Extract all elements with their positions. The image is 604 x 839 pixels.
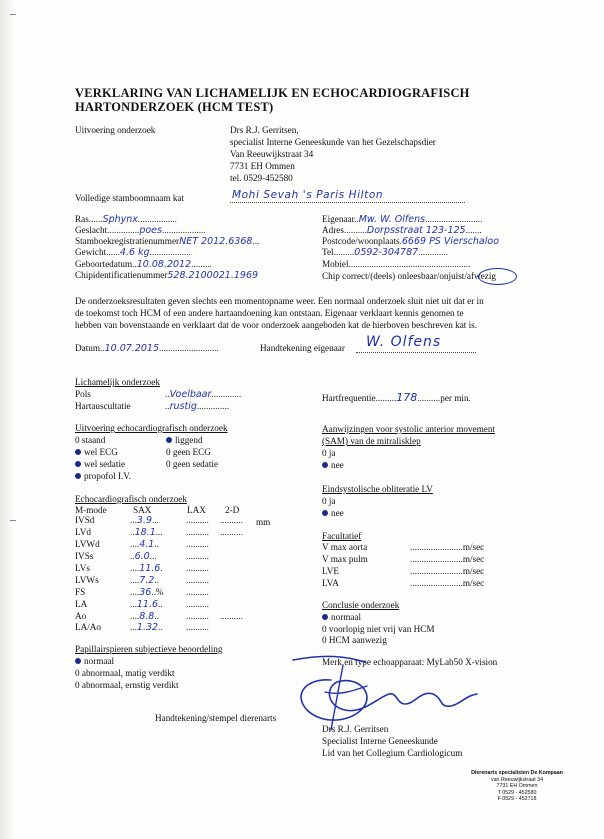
papillary-option: 0 abnormaal, ernstig verdikt (75, 680, 179, 690)
echo-value-cell: ...11.6.. (130, 599, 163, 610)
echo-value-cell: ...3.9... (130, 515, 159, 526)
breed-label: Ras (75, 214, 89, 224)
echo-value: 11.6 (139, 563, 161, 574)
vet-address-line: specialist Interne Geneeskunde van het Gezelschapsdier (230, 137, 436, 147)
stamp-line: van Reeuwijkstraat 34 (490, 776, 544, 783)
echo-label: IVSd (75, 515, 95, 525)
echo-value: 18.1 (134, 527, 156, 538)
date-value: 10.07.2015 (104, 343, 160, 354)
scan-mark (10, 520, 16, 521)
dob-row: Geboortedatum..10.08.2012......... (75, 259, 212, 270)
echo-label: LA (75, 599, 88, 609)
owner-signature: W. Olfens (366, 334, 442, 350)
disclaimer-line: De onderzoeksresultaten geven slechts een momentopname weer. Een normaal onderzoek sluit niet uit dat er in (75, 296, 484, 306)
sam-option-selected: nee (322, 460, 344, 471)
regno-label: Stamboekregistratienummer (75, 236, 180, 246)
chip-value: 528.2100021.1969 (167, 270, 259, 281)
facultative-unit: m/sec (462, 566, 485, 576)
lv-obliteration-option-selected: nee (322, 508, 344, 519)
weight-value: 4.6 kg (119, 247, 150, 258)
chip-check-circle (478, 268, 517, 285)
facultative-label: LVA (322, 578, 339, 588)
echo-label: FS (75, 587, 86, 597)
echo-col-2d: 2-D (225, 505, 240, 515)
tel-row: Tel.........0592-304787............. (322, 247, 449, 258)
title-line-2: HARTONDERZOEK (HCM TEST) (75, 100, 274, 114)
address-row: Adres..........Dorpsstraat 123-125....... (322, 225, 482, 236)
facultative-value: .......................m/sec (410, 566, 485, 576)
hr-unit: per min. (440, 393, 471, 403)
lv-obliteration-option: 0 ja (322, 496, 336, 506)
lax-cell: .......... (186, 563, 209, 573)
tel-label: Tel. (322, 247, 336, 257)
lax-cell: .......... (186, 527, 209, 537)
conclusion-option: 0 HCM aanwezig (322, 635, 387, 645)
vet-info-line: Specialist Interne Geneeskunde (322, 736, 438, 746)
mobile-label: Mobiel (322, 259, 349, 269)
lv-obliteration-heading: Eindsystolische obliteratie LV (322, 484, 433, 494)
echo-machine: Merk en type echoapparaat: MyLab50 X-vision (322, 657, 498, 667)
facultative-heading: Facultatief (322, 531, 362, 541)
clinic-stamp (462, 770, 572, 803)
sam-option: 0 ja (322, 448, 336, 458)
postcode-label: Postcode/woonplaats (322, 236, 400, 246)
echo-label: LVs (75, 563, 90, 573)
echo-exec-option: 0 staand (75, 435, 106, 445)
title-line-1: VERKLARING VAN LICHAMELIJK EN ECHOCARDIOGRAFISCH (75, 86, 470, 100)
facultative-label: LVE (322, 566, 340, 576)
address-label: Adres (322, 225, 344, 235)
pedigree-name: Mohi Sevah 's Paris Hilton (232, 189, 384, 201)
echo-heading: Echocardiografisch onderzoek (75, 494, 187, 504)
vet-signature-label: Handtekening/stempel dierenarts (155, 713, 277, 723)
echo-label: Ao (75, 611, 87, 621)
lax-cell: .......... (186, 587, 209, 597)
tel-value: 0592-304787 (354, 247, 419, 258)
chip-label: Chipidentificatienummer (75, 270, 168, 280)
regno-row: StamboekregistratienummerNET 2012.6368... (75, 236, 260, 247)
echo-value-cell: ....7.2.. (130, 575, 159, 586)
mobile-row: Mobiel..................................................... (322, 259, 471, 269)
2d-cell: .......... (220, 527, 243, 537)
vet-address-line: 7731 EH Ommen (230, 161, 295, 171)
echo-col-lax: LAX (187, 505, 206, 515)
vet-address-line: Van Reeuwijkstraat 34 (230, 149, 314, 159)
echo-value: 7.2 (139, 575, 155, 586)
echo-col-mode: M-mode (75, 505, 107, 515)
dob-label: Geboortedatum (75, 259, 133, 269)
facultative-unit: m/sec (462, 578, 485, 588)
echo-exec-option-selected: wel ECG (75, 447, 118, 458)
echo-label: LVWs (75, 575, 99, 585)
lax-cell: .......... (186, 551, 209, 561)
physical-heading: Lichamelijk onderzoek (75, 377, 160, 387)
echo-exec-option: 0 geen ECG (166, 447, 211, 457)
disclaimer-line: de toekomst toch HCM of een andere hartaandoening kan ontstaan. Eigenaar verklaart kennis genomen te (75, 308, 464, 318)
hr-value: 178 (396, 391, 418, 404)
weight-row: Gewicht......4.6 kg.................. (75, 247, 191, 258)
owner-label: Eigenaar (322, 214, 355, 224)
scan-edge (0, 0, 14, 839)
echo-label: LVWd (75, 539, 100, 549)
pedigree-rule (230, 202, 465, 203)
echo-col-sax: SAX (133, 505, 152, 515)
vet-address-line: tel. 0529-452580 (230, 173, 293, 183)
echo-value: 8.8 (139, 611, 155, 622)
echo-exec-option-selected: propofol I.V. (75, 471, 131, 482)
address-value: Dorpsstraat 123-125 (366, 225, 466, 236)
vet-info-line: Drs R.J. Gerritsen (322, 724, 389, 734)
facultative-value: .......................m/sec (410, 578, 485, 588)
conclusion-option-selected: normaal (322, 612, 361, 623)
echo-exec-option-selected: liggend (166, 435, 203, 446)
echo-value: 36 (139, 587, 152, 598)
hr-label: Hartfrequentie (322, 393, 376, 403)
echo-value-cell: ...1.32.. (130, 622, 163, 633)
facultative-unit: m/sec (462, 542, 485, 552)
hr-row: Hartfrequentie.........178..........per min. (322, 391, 471, 404)
pedigree-label: Volledige stamboomnaam kat (75, 193, 185, 203)
owner-signature-label: Handtekening eigenaar (260, 343, 345, 353)
lax-cell: .......... (186, 599, 209, 609)
ausc-label: Hartauscultatie (75, 401, 131, 411)
echo-value-cell: ....8.8.. (130, 611, 159, 622)
pulse-value: Voelbaar (169, 389, 212, 400)
echo-label: LVd (75, 527, 91, 537)
date-label: Datum (75, 343, 101, 353)
2d-cell: .......... (220, 515, 243, 525)
echo-label: IVSs (75, 551, 94, 561)
lax-cell: .......... (186, 622, 209, 632)
owner-row: Eigenaar..Mw. W. Olfens......................... (322, 214, 483, 225)
lax-cell: .......... (186, 575, 209, 585)
echo-exec-heading: Uitvoering echocardiografisch onderzoek (75, 423, 228, 433)
mm-unit: mm (256, 517, 271, 527)
ausc-row: ..rustig.............. (165, 401, 230, 412)
stamp-line: F 0529 - 452718 (497, 796, 537, 803)
weight-label: Gewicht (75, 247, 107, 257)
echo-value-cell: ....4.1.. (130, 539, 159, 550)
ausc-value: rustig (169, 401, 197, 412)
pulse-label: Pols (75, 389, 91, 399)
stamp-line: T 0529 - 452580 (497, 789, 537, 796)
postcode-value: 6669 PS Vierschaloo (401, 236, 500, 247)
2d-cell: .......... (220, 611, 243, 621)
echo-value-cell: ....36..% (130, 587, 164, 598)
breed-row: Ras......Sphynx................. (75, 214, 177, 225)
facultative-label: V max aorta (322, 542, 368, 552)
performed-by-label: Uitvoering onderzoek (75, 125, 156, 135)
facultative-value: .......................m/sec (410, 554, 485, 564)
echo-value: 4.1 (139, 539, 155, 550)
echo-value: 6.0 (134, 551, 150, 562)
sex-value: poes (139, 225, 162, 236)
sex-row: Geslacht..............poes................... (75, 225, 206, 236)
echo-exec-option: 0 geen sedatie (166, 459, 219, 469)
chip-row (75, 270, 258, 281)
dob-value: 10.08.2012 (136, 259, 192, 270)
facultative-label: V max pulm (322, 554, 368, 564)
papillary-heading: Papillairspieren subjectieve beoordeling (75, 644, 223, 654)
conclusion-option: 0 voorlopig niet vrij van HCM (322, 624, 435, 634)
fs-unit: % (155, 587, 164, 597)
stamp-line: 7731 EH Ommen (496, 783, 538, 790)
disclaimer-line: hebben van bovenstaande en verklaart dat de voor onderzoek aangeboden kat de hierboven beschreven kat is. (75, 320, 478, 330)
lax-cell: .......... (186, 611, 209, 621)
lax-cell: .......... (186, 515, 209, 525)
facultative-value: .......................m/sec (410, 542, 485, 552)
regno-value: NET 2012.6368 (179, 236, 253, 247)
echo-value: 3.9 (136, 515, 152, 526)
echo-value: 11.6 (136, 599, 159, 610)
echo-label: LA/Ao (75, 622, 102, 632)
echo-value-cell: ..6.0... (130, 551, 157, 562)
stamp-line: Dierenarts specialisten De Kompaan (471, 770, 563, 776)
date-row: Datum..10.07.2015.......................... (75, 343, 219, 354)
papillary-option-selected: normaal (75, 656, 114, 667)
owner-signature-rule (356, 352, 476, 353)
scan-mark (10, 14, 16, 15)
vet-info-line: Lid van het Collegium Cardiologicum (322, 748, 463, 758)
echo-value: 1.32 (136, 622, 159, 633)
papillary-option: 0 abnormaal, matig verdikt (75, 668, 175, 678)
postcode-row: Postcode/woonplaats.6669 PS Vierschaloo (322, 236, 500, 247)
sam-heading-1: Aanwijzingen voor systolic anterior movement (322, 424, 495, 434)
echo-exec-option-selected: wel sedatie (75, 459, 125, 470)
sam-heading-2: (SAM) van de mitralisklep (322, 436, 421, 446)
breed-value: Sphynx (102, 214, 138, 225)
echo-value-cell: ....11.6. (130, 563, 163, 574)
sex-label: Geslacht (75, 225, 108, 235)
chip-check-label: Chip correct/(deels) onleesbaar/onjuist/afwezig (322, 271, 496, 281)
owner-name: Mw. W. Olfens (358, 214, 426, 225)
facultative-unit: m/sec (462, 554, 485, 564)
pulse-row: ..Voelbaar............. (165, 389, 242, 400)
vet-address-line: Drs R.J. Gerritsen, (230, 125, 299, 135)
lax-cell: .......... (186, 539, 209, 549)
conclusion-heading: Conclusie onderzoek (322, 600, 400, 610)
echo-value-cell: ..18.1... (130, 527, 163, 538)
vet-signature (285, 650, 485, 735)
